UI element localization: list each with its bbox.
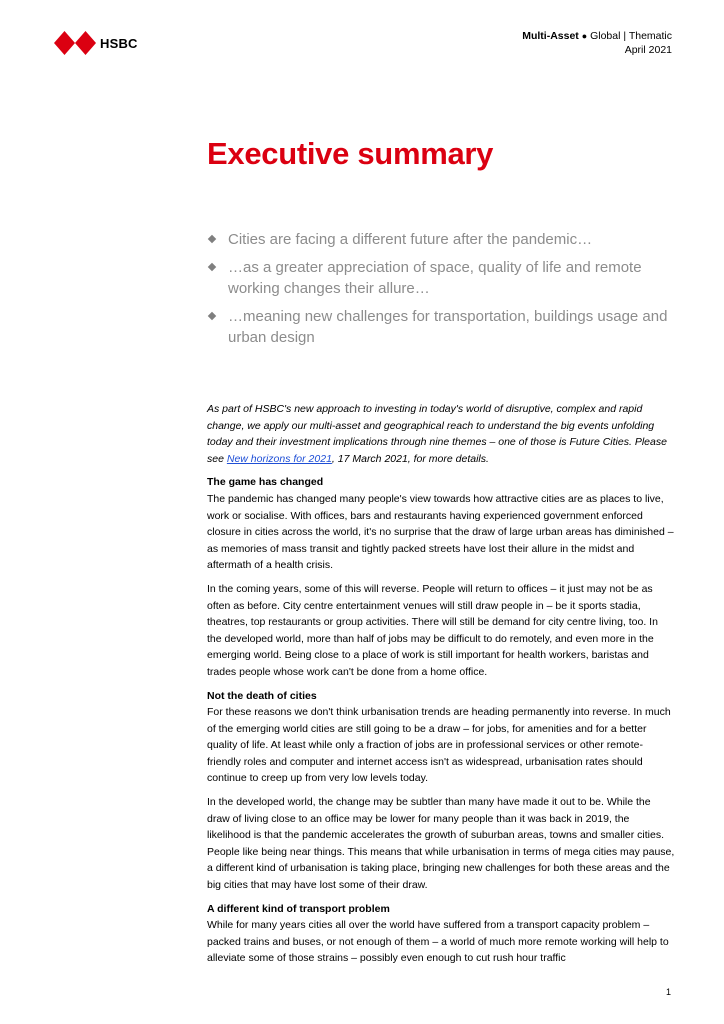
hsbc-logo (54, 31, 138, 55)
summary-bullet-text: …meaning new challenges for transportation, buildings usage and urban design (228, 308, 668, 346)
report-category: Multi-Asset (522, 30, 579, 42)
page-title: Executive summary (207, 136, 494, 171)
diamond-bullet-icon (208, 312, 216, 320)
bullet-dot-icon: ● (581, 31, 588, 41)
page-number: 1 (665, 987, 671, 997)
summary-bullet (207, 229, 677, 250)
summary-bullet-text: Cities are facing a different future after the pandemic… (228, 231, 593, 248)
summary-bullets (207, 229, 677, 355)
section-paragraph: For these reasons we don't think urbanisation trends are heading permanently into reverse. In much of the emerging world cities are still going to be a draw – for jobs, for amenities and for a better quality of life. At least while only a fraction of jobs are in professional services or other remote-friendly roles and computer and internet access isn't as widespread, urbanisation rates should continue to creep up from very low levels today. (207, 706, 671, 785)
report-meta: Global | Thematic (590, 30, 672, 42)
section-paragraph: In the coming years, some of this will reverse. People will return to offices – it just may not be as often as before. City centre entertainment venues will still draw people in – be it sports stadia, theatres, top restaurants or group activities. There will still be demand for city centre living, too. In the developed world, more than half of jobs may be difficult to do remotely, and even more in the emerging world. Being close to a place of work is still important for health workers, baristas and trades people whose work can't be done from a home office. (207, 582, 658, 678)
intro-paragraph (207, 401, 675, 467)
summary-bullet (207, 257, 677, 299)
report-header-meta (522, 29, 672, 57)
report-date: April 2021 (624, 44, 672, 56)
diamond-bullet-icon (208, 263, 216, 271)
hsbc-hexagon-icon (54, 31, 96, 55)
section-heading: A different kind of transport problem (207, 902, 390, 915)
section-heading: The game has changed (207, 476, 324, 489)
intro-text: As part of HSBC's new approach to investing in today's world of disruptive, complex and rapid change, we apply our multi-asset and geographical reach to understand the big events unfolding today and their investment implications through nine themes – one of those is Future Cities. Please see (207, 403, 667, 465)
diamond-bullet-icon (208, 235, 216, 243)
section-paragraph: While for many years cities all over the world have suffered from a transport capacity problem – packed trains and buses, or not enough of them – a world of much more remote working will help to alleviate some of those strains – possibly even enough to cut rush hour traffic (207, 919, 669, 965)
summary-bullet (207, 306, 677, 348)
summary-bullet-text: …as a greater appreciation of space, quality of life and remote working changes their allure… (228, 259, 642, 297)
intro-text-end: , 17 March 2021, for more details. (331, 452, 489, 465)
body-content (207, 401, 675, 974)
new-horizons-link[interactable]: New horizons for 2021 (226, 452, 332, 465)
logo-wordmark: HSBC (100, 35, 138, 51)
section-paragraph: In the developed world, the change may be subtler than many have made it out to be. While the draw of living close to an office may be lower for many people than it was back in 2019, the likelihood is that the pandemic accelerates the growth of suburban areas, towns and smaller cities. People like being near things. This means that while urbanisation in terms of mega cities may pause, a different kind of urbanisation is taking place, bringing new challenges for both these areas and the big cities that may have lost some of their draw. (207, 796, 675, 892)
section-paragraph: The pandemic has changed many people's view towards how attractive cities are as places to live, work or socialise. With offices, bars and restaurants having experienced government enforced closure in cities across the world, it's no surprise that the draw of large urban areas has diminished – as memories of mass transit and tightly packed streets have lost their allure in the midst and aftermath of a health crisis. (207, 492, 674, 572)
section-heading: Not the death of cities (207, 689, 317, 702)
